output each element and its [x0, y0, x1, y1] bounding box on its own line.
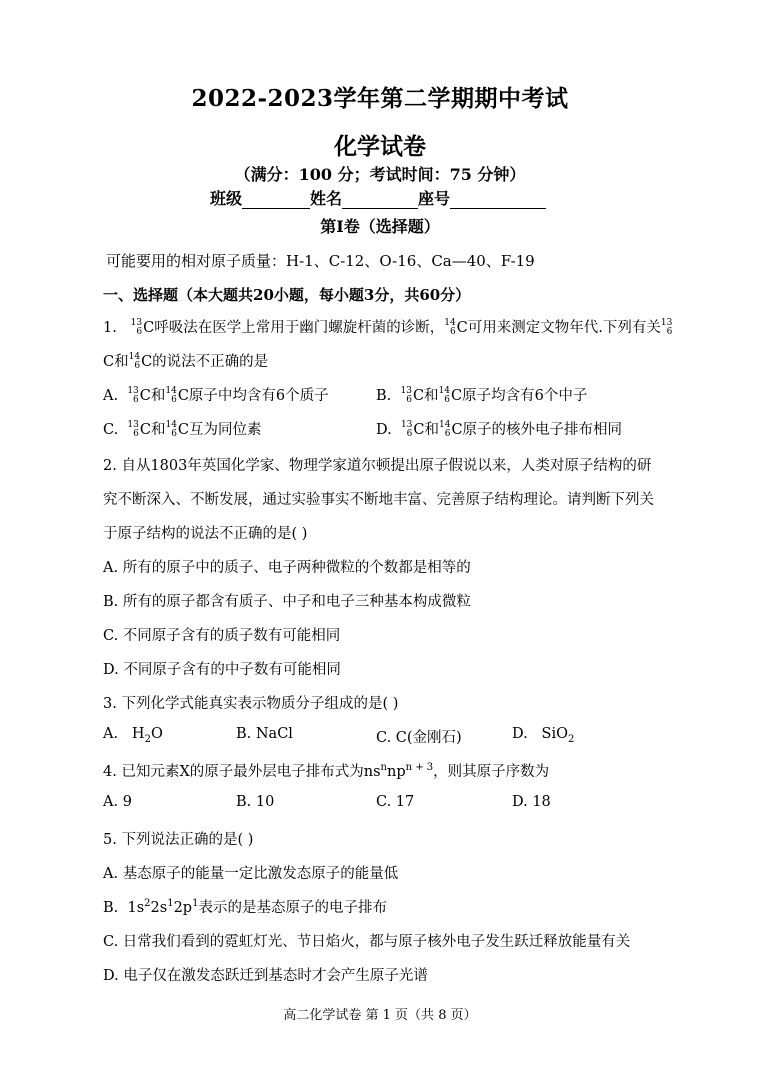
- q2-stem-line3: 于原子结构的说法不正确的是( ): [103, 526, 308, 542]
- q5-option-b[interactable]: B. $1s^22s^12p^1$表示的是基态原子的电子排布: [103, 898, 387, 916]
- q1-option-a[interactable]: A. 13 6 C和 14 6 C原子中均含有6个质子: [103, 386, 329, 405]
- student-info: [210, 186, 546, 209]
- class-blank[interactable]: [242, 192, 310, 209]
- q1-number: 1.: [103, 320, 117, 336]
- name-blank[interactable]: [342, 192, 418, 209]
- seat-label: 座号: [418, 189, 451, 208]
- q1-stem-line1: 1. 13 6 C呼吸法在医学上常用于幽门螺旋杆菌的诊断， 14 6 C可用来测定文物年代.下列有关 13 6: [103, 318, 673, 337]
- q4-stem: 4. 已知元素X的原子最外层电子排布式为$ns^nnp^{n + 3}$，则其原子序数为: [103, 762, 550, 780]
- q2-stem-line1: 2. 自从1803年英国化学家、物理学家道尔顿提出原子假说以来，人类对原子结构的研: [103, 458, 652, 474]
- q4-option-a[interactable]: A. 9: [103, 794, 132, 810]
- q2-option-a[interactable]: A. 所有的原子中的质子、电子两种微粒的个数都是相等的: [103, 560, 471, 576]
- exam-subtitle: 化学试卷: [334, 133, 426, 160]
- q4-option-d[interactable]: D. 18: [512, 794, 551, 810]
- name-label: 姓名: [310, 189, 343, 208]
- q5-option-c[interactable]: C. 日常我们看到的霓虹灯光、节日焰火，都与原子核外电子发生跃迁释放能量有关: [103, 934, 631, 950]
- score-time: （满分：100 分；考试时间：75 分钟）: [234, 165, 526, 184]
- isotope-c14: 14 6: [128, 352, 141, 371]
- q2-option-b[interactable]: B. 所有的原子都含有质子、中子和电子三种基本构成微粒: [103, 594, 471, 610]
- q2-option-c[interactable]: C. 不同原子含有的质子数有可能相同: [103, 628, 341, 644]
- q2-option-d[interactable]: D. 不同原子含有的中子数有可能相同: [103, 662, 341, 678]
- section-one-heading: 一、选择题（本大题共20小题，每小题3分，共60分）: [103, 286, 471, 304]
- class-label: 班级: [210, 189, 243, 208]
- q3-option-b[interactable]: B. NaCl: [236, 726, 293, 742]
- isotope-c14: 14 6: [444, 318, 456, 337]
- q3-option-c[interactable]: C. C(金刚石): [376, 730, 462, 746]
- page-footer: 高二化学试卷 第 1 页（共 8 页）: [283, 1008, 477, 1023]
- q1-option-c[interactable]: C. 13 6 C和 14 6 C互为同位素: [103, 420, 262, 439]
- q3-option-d[interactable]: D. SiO$_2$: [512, 726, 575, 745]
- q4-option-c[interactable]: C. 17: [376, 794, 415, 810]
- isotope-c13: 13 6: [130, 318, 143, 337]
- q2-stem-line2: 究不断深入、不断发展，通过实验事实不断地丰富、完善原子结构理论。请判断下列关: [103, 492, 654, 508]
- isotope-c13: 13 6: [660, 318, 673, 337]
- part-title: 第Ⅰ卷（选择题）: [320, 217, 440, 236]
- q5-stem: 5. 下列说法正确的是( ): [103, 832, 254, 848]
- q3-option-a[interactable]: A. $H_2O$: [103, 726, 163, 745]
- q4-option-b[interactable]: B. 10: [236, 794, 275, 810]
- q5-option-d[interactable]: D. 电子仅在激发态跃迁到基态时才会产生原子光谱: [103, 968, 428, 984]
- q1-option-d[interactable]: D. 13 6 C和 14 6 C原子的核外电子排布相同: [376, 420, 623, 439]
- q1-stem-line2: C和 14 6 C的说法不正确的是: [103, 352, 269, 371]
- q3-stem: 3. 下列化学式能真实表示物质分子组成的是( ): [103, 696, 399, 712]
- seat-blank[interactable]: [450, 192, 546, 209]
- q1-option-b[interactable]: B. 13 6 C和 14 6 C原子均含有6个中子: [376, 386, 588, 405]
- exam-title: 2022-2023学年第二学期期中考试: [191, 85, 569, 112]
- atomic-masses: 可能要用的相对原子质量：H-1、C-12、O-16、Ca—40、F-19: [106, 252, 535, 270]
- q5-option-a[interactable]: A. 基态原子的能量一定比激发态原子的能量低: [103, 866, 399, 882]
